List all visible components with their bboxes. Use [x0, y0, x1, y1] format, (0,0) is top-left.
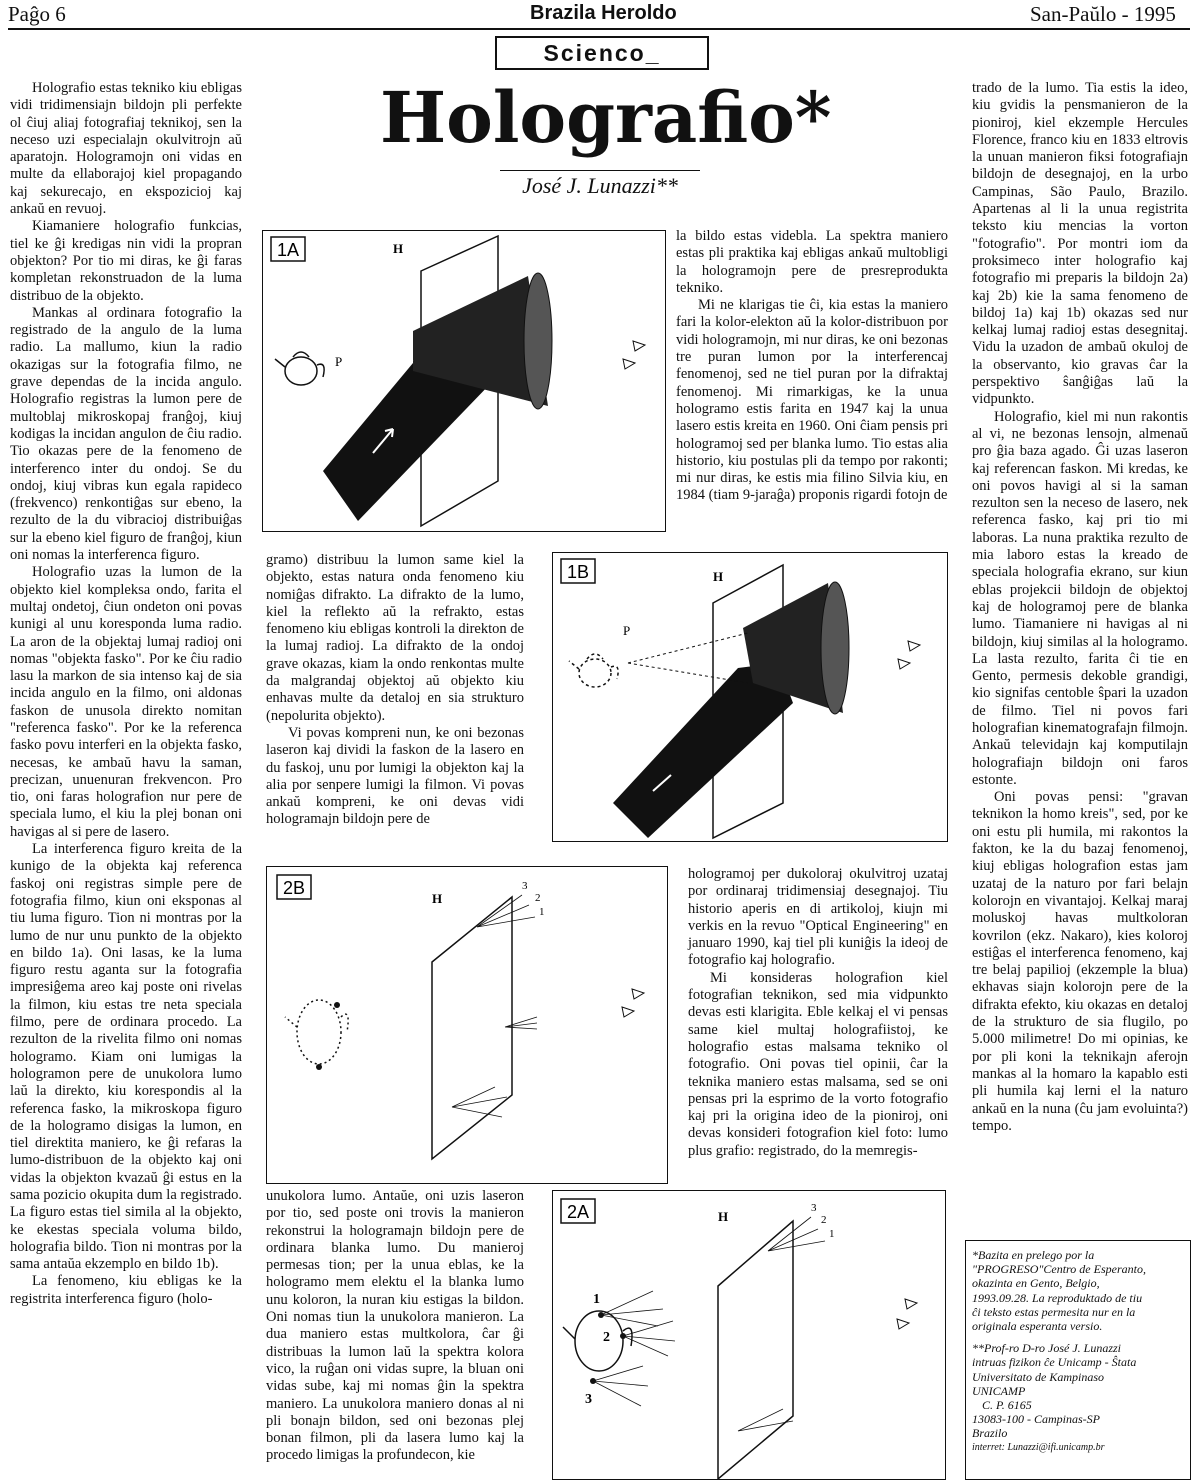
page-title: Holografio*	[380, 76, 832, 159]
footnote-line: C. P. 6165	[982, 1398, 1032, 1413]
footnote-1	[972, 1248, 1184, 1333]
plate-label: H	[718, 1209, 729, 1224]
figure-1a	[262, 230, 666, 532]
paragraph: Vi povas kompreni nun, ke oni bezonas laseron kaj dividi la faskon de la lasero en du faskoj, unu por lumigi la objekton kaj la alia por senpere lumigi la filmon. Vi povas ankaŭ kompreni, ke oni devas vidi hologramajn bildojn pere de	[266, 724, 524, 828]
paragraph: Mi ne klarigas tie ĉi, kia estas la maniero fari la kolor-elekton aŭ la kolor-distribuon por vidi hologramojn, mi nur diras, ke oni bezonas tre puran lumon por la interferencaj fenomenoj, sed ne tiel puran por la difraktaj fenomenoj. Mi rimarkigas, ke la unua hologramo estis farita en 1947 kaj la unua lasero estis kreita en 1960. Oni ĉiam pensis pri hologramoj sed per blanka lumo. Tio estas alia historio, kiu postulas pli da tempo por rakonti; mi nur diras, ke estis mia filino Silvia kiu, en 1984 (tiam 9-jaraĝa) proponis rigardi fotojn de	[676, 297, 948, 504]
paragraph: Holografio estas tekniko kiu ebligas vidi tridimensiajn bildojn pli perfekte ol ĉiuj aliaj fotografiaj teknikoj, sen la neceso uzi especialajn okulvitrojn aŭ aparatojn. Hologramojn oni vidas en multe da ellaborajoj kiel propagando kaj sekurecajo, en ekspozicioj kaj ankaŭ en revuoj.	[10, 80, 242, 218]
point-label: 2	[603, 1330, 610, 1345]
footnote-line: "PROGRESO"Centro de Esperanto,	[972, 1262, 1146, 1277]
plate-label: H	[393, 241, 404, 256]
figure-2b	[266, 866, 668, 1184]
paragraph: La fenomeno, kiu ebligas ke la registrita interferenca figuro (holo-	[10, 1273, 242, 1307]
page-number: Paĝo 6	[8, 2, 66, 26]
footnote-line: originala esperanta versio.	[972, 1319, 1103, 1334]
figure-label: 1A	[277, 240, 300, 260]
teapot-icon	[275, 352, 324, 385]
footnote-line: 1993.09.28. La reproduktado de tiu	[972, 1290, 1143, 1305]
column-2-top	[266, 552, 524, 829]
lens-cone	[821, 582, 849, 714]
email-link[interactable]: Lunazzi@ifi.unicamp.br	[1007, 1441, 1105, 1453]
figure-2a	[552, 1190, 946, 1480]
figure-label: 1B	[567, 562, 590, 582]
footnote	[972, 1248, 1184, 1455]
figure-label: 2B	[283, 878, 306, 898]
eye-icon	[623, 359, 635, 369]
column-3-middle	[688, 866, 948, 1160]
newspaper-name: Brazila Heroldo	[530, 2, 677, 24]
footnote-line: okazinta en Gento, Belgio,	[972, 1276, 1100, 1291]
figure-1b-drawing	[553, 553, 947, 841]
paragraph: Oni povas pensi: "gravan teknikon la homo kreis", sed, por ke oni estu pli humila, mi rakontos la fakton, ke la du bazaj fenomenoj, kiuj ebligas holografion estas jam uzataj de la naturo por fari belajn kolorojn en vivantajoj. Kelkaj maraj moluskoj havas multkoloran kovrilon (ekz. Nakaro), kies koloroj estiĝas el interferenca fenomeno, kaj tre belaj papilioj (ekzemple la blua) ekhavas siajn kolorojn pere de la difrakta efekto, kiu okazas en detaloj de la strukturo de sia flugilo, po 5.000 milimetre! Do mi opinias, ke por pli koni la teknikajn aferojn mankas al la homaro la kapablo esti pli humila kaj lerni el la naturo ankaŭ en la nuna (ĉu jam evoluinta?) tempo.	[972, 789, 1188, 1134]
column-3-top	[676, 228, 948, 505]
lens-cone	[524, 273, 552, 409]
ray-label: 3	[522, 880, 528, 892]
figure-1b	[552, 552, 948, 842]
figure-1a-drawing	[263, 231, 665, 531]
footnote-line: Universitato de Kampinaso	[972, 1369, 1104, 1384]
paragraph: unukolora lumo. Antaŭe, oni uzis laseron por tio, sed poste oni trovis la manieron rekonstrui la hologramajn bildojn pere de ordinara blanka lumo. Du manieroj permesas tion; per la unua eblas, ke la hologramo mem elektu el la blanka lumo unu koloron, la nuran kiu estigas la bildon. Oni nomas tiun la unukolora manieron. La dua maniero estas multkolora, ĉar ĝi distribuas la lumon laŭ la spektra kolora vico, la ruĝan oni vidas supre, la bluan oni vidas sube, kaj mi nomas ĝin la spektra maniero. La unukolora maniero donas al ni pli bonajn bildon, sed oni bezonas plej bonan filmon, pli da lasera lumo kaj la procedo limigas la profundecon, kie	[266, 1188, 524, 1464]
ray-label: 2	[821, 1214, 827, 1226]
point-label: 1	[593, 1292, 600, 1307]
footnote-line: **Prof-ro D-ro José J. Lunazzi	[972, 1341, 1121, 1356]
place-date: San-Paŭlo - 1995	[1030, 2, 1176, 26]
footnote-line: intruas fizikon ĉe Unicamp - Ŝtata	[972, 1355, 1137, 1370]
footnote-2	[972, 1341, 1184, 1440]
eye-icon	[908, 641, 920, 651]
plate-label: H	[713, 569, 724, 584]
figure-2a-drawing	[553, 1191, 945, 1479]
figure-label: 2A	[567, 1202, 590, 1222]
point-label: P	[623, 623, 631, 638]
paragraph: trado de la lumo. Tia estis la ideo, kiu gvidis la pensmanieron de la pioniroj, kiel ekzemple Hercules Florence, franco kiu en 1833 eltrovis la unuan manieron fiksi fotografiajn bildojn de desegnajoj, en la urbo Campinas, São Paulo, Brazilo. Apartenas al li la unua registrita teksto kiu mencias la vorton "fotografio". Por montri iom da proksimeco inter holografio kaj fotografio mi preparis la bildojn 2a) kaj 2b) kie la sama fenomeno de bildoj 1a) kaj 1b) okazas sed nur kelkaj lumaj radioj estas desegnitaj. Vidu la uzadon de ambaŭ okuloj de la observanto, kio gravas ĉar la perspektivo ŝanĝiĝas laŭ la vidpunkto.	[972, 80, 1188, 408]
footnote-line: ĉi teksto estas permesita nur en la	[972, 1304, 1136, 1319]
ray-label: 1	[829, 1228, 835, 1240]
eye-icon	[905, 1299, 917, 1309]
paragraph: Kiamaniere holografio funkcias, tiel ke ĝi kredigas nin vidi la propran objekton? Por tio mi diras, ke ĝi faras kompletan rekonstruadon de la luma distribuo de la objekto.	[10, 218, 242, 304]
column-2-bottom	[266, 1188, 524, 1465]
paragraph: Mi konsideras holografion kiel fotografian teknikon, sed mia vidpunkto devas esti klarigita. Eble kelkaj el vi pensas same kiel multaj holografiistoj, ke holografio estas malsama tekniko ol fotografio. Oni povas tiel opinii, ĉar la teknika maniero estas malsama, sed se oni pensas pri la esprimo de la vorto fotografio kaj pri la origina ideo de la pioniroj, oni devas konsideri fotografion kiel foto: lumo plus grafio: registrado, do la memregis-	[688, 969, 948, 1159]
hologram-plate	[718, 1221, 793, 1479]
eye-icon	[897, 1319, 909, 1329]
eye-icon	[632, 989, 644, 999]
plate-label: H	[432, 891, 443, 906]
footnote-line: Brazilo	[972, 1426, 1008, 1441]
paragraph: Holografio uzas la lumon de la objekto kiel kompleksa ondo, farita el multaj ondetoj, ĉiun ondeton oni povas kunigi al unu koresponda luma radio. La aron de la objektaj lumaj radioj oni nomas "objekta fasko". Por ke ĉiu radio lasu la markon de sia intenso kaj de sia incida angulo en la filmo, oni aldonas faskon de unusola direkto nomitan "referenca fasko". Por ke la referenca fasko povu interferi en la objekta fasko, necesas, ke ambaŭ havu la saman, precizan, unuenuran frekvencon. Pro tio, oni faras holografion nur pere de speciala lumo, el kiu la plej bonan oni havigas al si pere de lasero.	[10, 564, 242, 840]
teapot-icon	[285, 1000, 348, 1064]
ray-label: 3	[811, 1202, 817, 1214]
eye-icon	[898, 659, 910, 669]
section-label: Scienco_	[495, 36, 709, 70]
author-byline: José J. Lunazzi**	[500, 170, 700, 199]
teapot-icon	[563, 1311, 632, 1371]
eye-icon	[622, 1007, 634, 1017]
footnote-line: UNICAMP	[972, 1383, 1026, 1398]
paragraph: gramo) distribuu la lumon same kiel la objekto, estas natura onda fenomeno kiu nomiĝas difrakto. La difrakto de la lumo, kiel la reflekto aŭ la refrakto, estas fenomeno kiu ebligas kontroli la direkton de la lumaj radioj. La difrakto de la ondoj grave okazas, kiam la ondo renkontas multe da malgrandaj objektoj aŭ objekto kiu enhavas multe da detaloj en sia strukturo (nepolurita objekto).	[266, 552, 524, 724]
ray-label: 2	[535, 892, 541, 904]
paragraph: La interferenca figuro kreita de la kunigo de la objekta kaj referenca faskoj oni registras simple pere de fotografia filmo, kiun oni eksponas al tiu luma figuro. Tion ni montras por la lumo de nur unu punkto de la objekto en bildo 1a). Oni lasas, ke la luma figuro restu aganta sur la fotografia impresiĝema areo kaj poste oni rivelas la filmon, kiu estas tre neta speciala filmo, pere de ordinara procedo. La rezulton de la rivelita filmo oni nomas hologramo. Kiam oni lumigas la hologramon pere de unukolora lumo laŭ la direkto, kiu korespondis al la referenca fasko, la mikroskopa figuro de la hologramo disigas la lumon, en tiel direktita maniero, ke ĝi refaras la lumo-distribuon de la objekto kaj oni vidas la objekton kvazaŭ ĝi estus en la sama pozicio okupita dum la registrado. La figuro estas tiel simila al la objekto, ke ekestas speciala voluma bildo, holografia bildo. Tion ni montras por la sama antaŭa ekzemplo en bildo 1b).	[10, 841, 242, 1273]
point-label: 3	[585, 1392, 592, 1407]
paragraph: Holografio, kiel mi nun rakontis al vi, ne bezonas lensojn, almenaŭ pro ĝia baza agado. Ĝi uzas laseron kaj referencan faskon. Mi kredas, ke oni povos havigi al si la saman rezulton sen la neceso de lasero, nek referenca fasko, kaj pri tio mi laboras. La nuna praktika rezulto de mia laboro estas la kreado de speciala holografia ekrano, sur kiun eblas projekcii bildojn de objektoj kaj de hologramoj pere de blanka lumo. Tiamaniere ni havigas al ni bildojn, kiuj similas al la hologramo. La lasta rezulto, farita ĉi tie en Gento, permesis dekoble grandigi, kio signifas centoble ŝpari la uzadon de filmo. Tiel ni povos fari holografian kinematografajn filmojn. Ankaŭ televidajn kaj komputilajn holografiajn bildojn oni faros estonte.	[972, 408, 1188, 788]
paragraph: hologramoj per dukoloraj okulvitroj uzataj por ordinaraj tridimensiaj desegnajoj. Tiu historio aperis en di artikoloj, kiujn mi verkis en la revuo "Optical Engineering" en januaro 1990, kaj tiel pli kuniĝis la ideoj de fotografio kaj holografio.	[688, 866, 948, 969]
paragraph: Mankas al ordinara fotografio la registrado de la angulo de la luma radio. La mallumo, kiun la radio okazigas sur la fotografia filmo, ne grave dependas de la incida angulo. Holografio registras la lumon pere de multoblaj mikroskopaj franĝoj, kiuj kodigas la incidan angulon de ĉiu radio. Tio okazas pere de la fenomeno de interferenco inter du ondoj. Se du ondoj, kiuj vibras kun egala rapideco (frekvenco) renkontiĝas sur ebeno, la rezulto de la du vibracioj distribuiĝas sur la ebeno kiel figuro de franĝoj, kiun oni nomas la interferenca figuro.	[10, 304, 242, 564]
paragraph: la bildo estas videbla. La spektra maniero estas pli praktika kaj ebligas ankaŭ multobligi la hologramojn pere de presreprodukta tekniko.	[676, 228, 948, 296]
footnote-line: *Bazita en prelego por la	[972, 1248, 1095, 1262]
column-4	[972, 80, 1188, 1135]
hologram-plate	[432, 897, 512, 1159]
point-label: P	[335, 354, 343, 369]
teapot-icon	[569, 654, 618, 687]
footnote-line: 13083-100 - Campinas-SP	[972, 1412, 1100, 1427]
eye-icon	[633, 341, 645, 351]
figure-2b-drawing	[267, 867, 667, 1183]
column-1	[10, 80, 242, 1308]
email-label: interret:	[972, 1441, 1005, 1453]
ray-label: 1	[539, 906, 545, 918]
